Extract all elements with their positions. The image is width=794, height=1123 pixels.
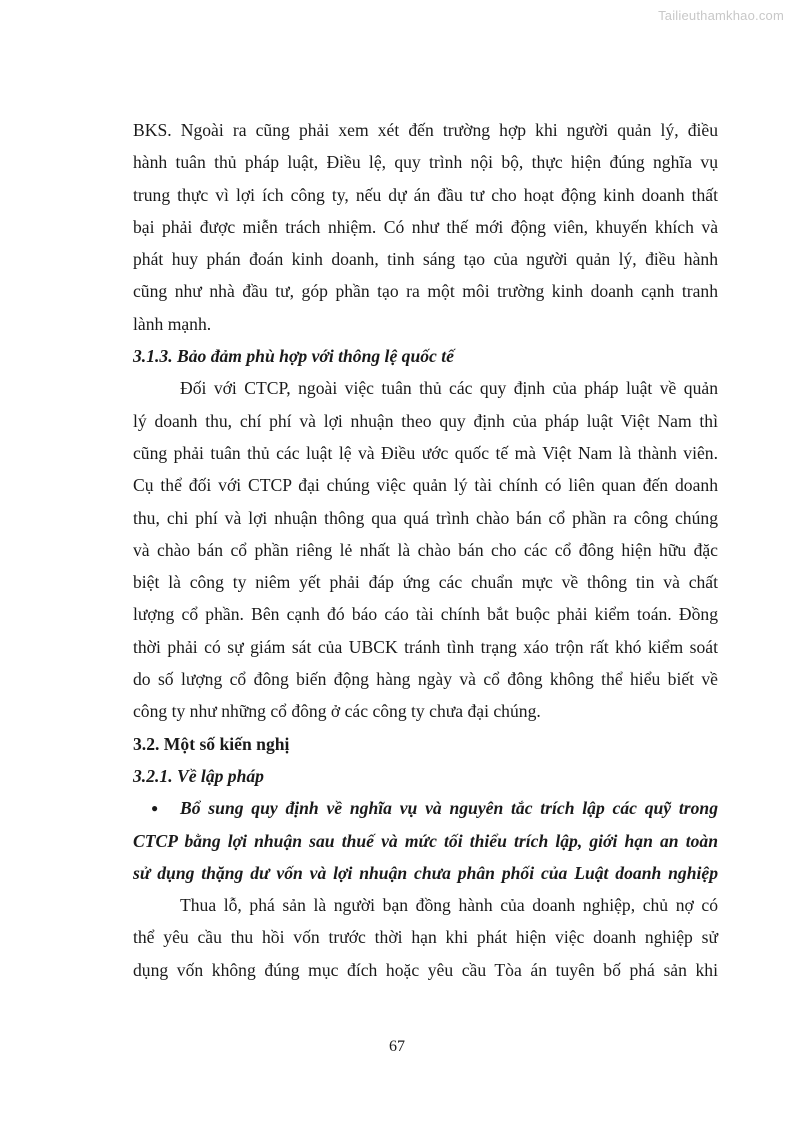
text-line: thời phải có sự giám sát của UBCK tránh tình trạng xáo trộn rất khó kiểm soát (133, 636, 718, 657)
text-line: lý doanh thu, chí phí và lợi nhuận theo quy định của pháp luật Việt Nam thì (133, 410, 718, 431)
section-heading-3-1-3: 3.1.3. Bảo đảm phù hợp với thông lệ quốc tế (133, 346, 454, 367)
section-heading-3-2: 3.2. Một số kiến nghị (133, 733, 290, 754)
text-line: Đối với CTCP, ngoài việc tuân thủ các quy định của pháp luật về quản (180, 378, 718, 399)
text-line: bại phải được miễn trách nhiệm. Có như thế mới động viên, khuyến khích và (133, 216, 718, 237)
text-line: sử dụng thặng dư vốn và lợi nhuận chưa phân phối của Luật doanh nghiệp (133, 862, 718, 883)
text-line: BKS. Ngoài ra cũng phải xem xét đến trường hợp khi người quản lý, điều (133, 120, 718, 140)
bullet-icon: ● (151, 801, 159, 816)
text-line: phát huy phán đoán kinh doanh, tinh sáng tạo của người quản lý, điều hành (133, 249, 718, 270)
text-line: lượng cổ phần. Bên cạnh đó báo cáo tài chính bắt buộc phải kiểm toán. Đồng (133, 604, 718, 625)
bullet-item (133, 792, 718, 889)
text-line: thể yêu cầu thu hồi vốn trước thời hạn khi phát hiện việc doanh nghiệp sử (133, 927, 718, 948)
text-line: lành mạnh. (133, 313, 212, 334)
paragraph-bankruptcy (133, 889, 718, 986)
page-body (133, 114, 718, 986)
text-line: do số lượng cổ đông biến động hàng ngày và cổ đông không thể hiểu biết về (133, 669, 718, 690)
paragraph-bks (133, 114, 718, 340)
watermark: Tailieuthamkhao.com (658, 8, 784, 23)
text-line: dụng vốn không đúng mục đích hoặc yêu cầu Tòa án tuyên bố phá sản khi (133, 959, 718, 980)
text-line: hành tuân thủ pháp luật, Điều lệ, quy trình nội bộ, thực hiện đúng nghĩa vụ (133, 152, 718, 173)
text-line (133, 792, 718, 824)
text-line: và chào bán cổ phần riêng lẻ nhất là chào bán cho các cổ đông hiện hữu đặc (133, 539, 718, 560)
text-line: trung thực vì lợi ích công ty, nếu dự án đầu tư cho hoạt động kinh doanh thất (133, 184, 718, 205)
text-line: CTCP bằng lợi nhuận sau thuế và mức tối thiểu trích lập, giới hạn an toàn (133, 830, 718, 851)
text-line: cũng phải tuân thủ các luật lệ và Điều ước quốc tế mà Việt Nam là thành viên. (133, 442, 718, 463)
text-line: Thua lỗ, phá sản là người bạn đồng hành của doanh nghiệp, chủ nợ có (180, 895, 718, 916)
text-line: Cụ thể đối với CTCP đại chúng việc quản lý tài chính có liên quan đến doanh (133, 475, 718, 496)
text-line: thu, chi phí và lợi nhuận thông qua quá trình chào bán cổ phần ra công chúng (133, 507, 718, 528)
section-heading-3-2-1: 3.2.1. Về lập pháp (133, 765, 264, 786)
bullet-text: Bổ sung quy định về nghĩa vụ và nguyên tắc trích lập các quỹ trong (180, 798, 718, 819)
text-line: công ty như những cổ đông ở các công ty chưa đại chúng. (133, 701, 541, 722)
text-line: cũng như nhà đầu tư, góp phần tạo ra một môi trường kinh doanh cạnh tranh (133, 281, 718, 302)
page-number: 67 (389, 1038, 405, 1055)
text-line: biệt là công ty niêm yết phải đáp ứng các chuẩn mực về thông tin và chất (133, 572, 718, 593)
paragraph-international-practice (133, 372, 718, 727)
